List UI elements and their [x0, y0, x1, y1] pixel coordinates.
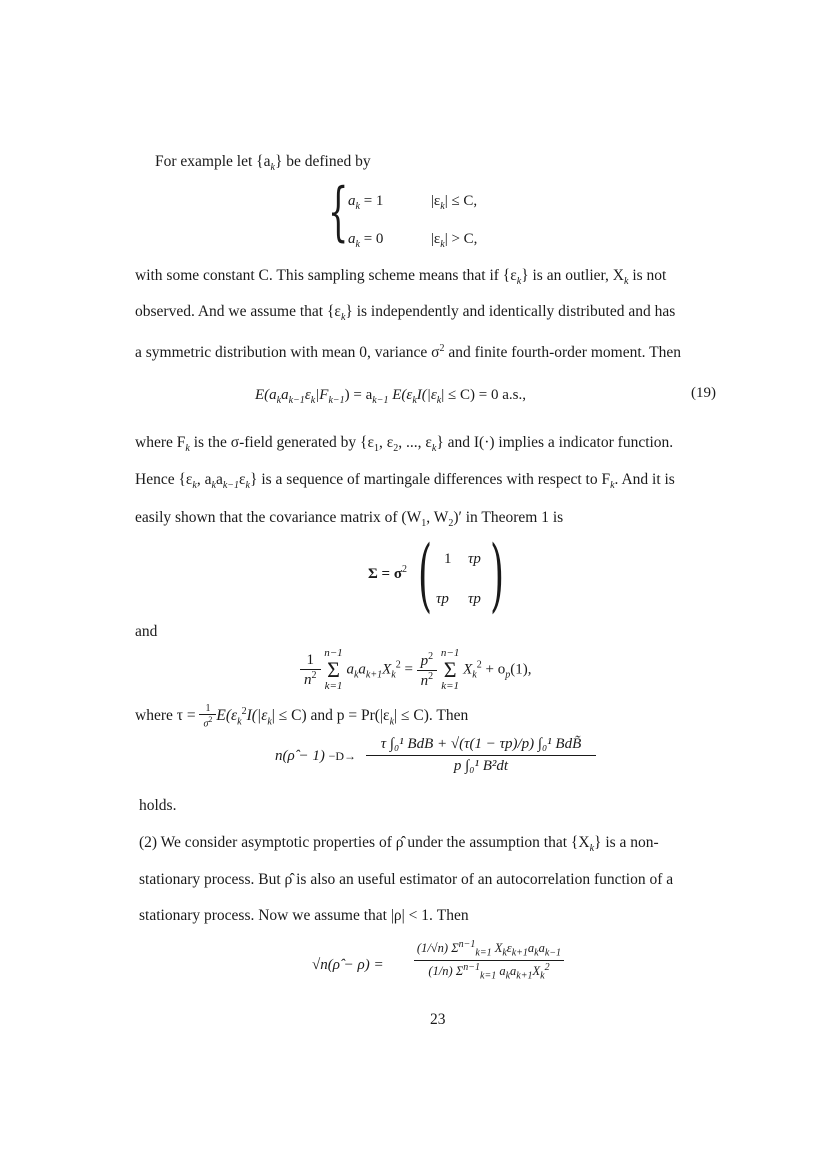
case-2: $a_k = 0$ $|\varepsilon_k| > C$, [348, 231, 478, 250]
holds-word: holds. [139, 797, 177, 814]
final-fraction [414, 939, 564, 981]
text-line-c: a symmetric distribution with mean 0, variance $\sigma^2$ and finite fourth-order moment. Then [135, 343, 681, 362]
and-word: and [135, 623, 158, 640]
final-numerator: (1/√n) $\Sigma^{n-1}_{k=1}$ $X_k\varepsilon_{k+1}a_ka_{k-1}$ [414, 939, 564, 961]
matrix-cell-12: τp [468, 551, 481, 567]
intro-line: For example let $\{a_k\}$ be defined by [155, 153, 371, 174]
equation-19: $E(a_ka_{k-1}\varepsilon_k|F_{k-1}) = a_{k-1}$ $E(\varepsilon_kI(|\varepsilon_k| \le C) = 0$ a.s., [255, 387, 526, 406]
final-denominator: (1/n) $\Sigma^{n-1}_{k=1}$ $a_ka_{k+1}X_k^2$ [428, 961, 550, 982]
left-brace: { [328, 175, 349, 249]
sigma-lhs: $\Sigma = \sigma^2$ [368, 564, 408, 582]
text-line-i: stationary process. But ρ̂ is also an useful estimator of an autocorrelation function of a [139, 871, 674, 888]
limit-numerator: τ ∫₀¹ BdB + √(τ(1 − τp)/p) ∫₀¹ BdB̃ [366, 736, 596, 756]
text-line-f: easily shown that the covariance matrix of ($W_1$, $W_2)'$ in Theorem 1 is [135, 509, 564, 530]
text-line-b: observed. And we assume that $\{\varepsilon_k\}$ is independently and identically distributed and has [135, 303, 676, 324]
final-lhs: √n(ρ̂ − ρ) = [312, 957, 384, 973]
limit-lhs: n(ρ̂ − 1) −D→ [275, 748, 356, 764]
text-line-j: stationary process. Now we assume that |ρ| < 1. Then [139, 907, 469, 924]
text-line-a: with some constant C. This sampling scheme means that if $\{\varepsilon_k\}$ is an outlier, $X_k$ is not [135, 267, 667, 288]
matrix-cell-21: τp [436, 591, 449, 607]
limit-denominator: p ∫₀¹ B²dt [453, 758, 509, 774]
equation-number-19: (19) [691, 385, 716, 401]
case-1: $a_k = 1$ $|\varepsilon_k| \le C$, [348, 193, 478, 212]
text-line-d: where $F_k$ is the σ-field generated by {$\varepsilon_1$, $\varepsilon_2$, ..., $\varepsilon_k$} and I(·) implies a indicator function. [135, 434, 674, 455]
text-line-e: Hence {$\varepsilon_k$, $a_ka_{k-1}\varepsilon_k$} is a sequence of martingale differences with respect to $F_k$. And it is [135, 471, 675, 492]
matrix-cell-22: τp [468, 591, 481, 607]
matrix-cell-11: 1 [444, 551, 452, 567]
page-number: 23 [430, 1011, 446, 1028]
text-line-h: (2) We consider asymptotic properties of ρ̂ under the assumption that $\{X_k\}$ is a non- [139, 834, 659, 855]
limit-fraction [366, 736, 596, 775]
sum-equation: $\frac{1}{n^2}$ n−1 Σ k=1 $a_ka_{k+1}X_k^2$ = $\frac{p^2}{n^2}$ n−1 Σ k=1 $X_k^2 + o_p(1)$, [300, 648, 531, 692]
text-line-g: where τ = $\frac{1}{\sigma^2}$ $E(\varepsilon_k^2I(|\varepsilon_k| \le C)$ and $p = Pr(|\varepsilon_k| \le C)$. Then [135, 702, 469, 730]
covariance-matrix: ( ) 1 τp τp τp [418, 528, 505, 621]
